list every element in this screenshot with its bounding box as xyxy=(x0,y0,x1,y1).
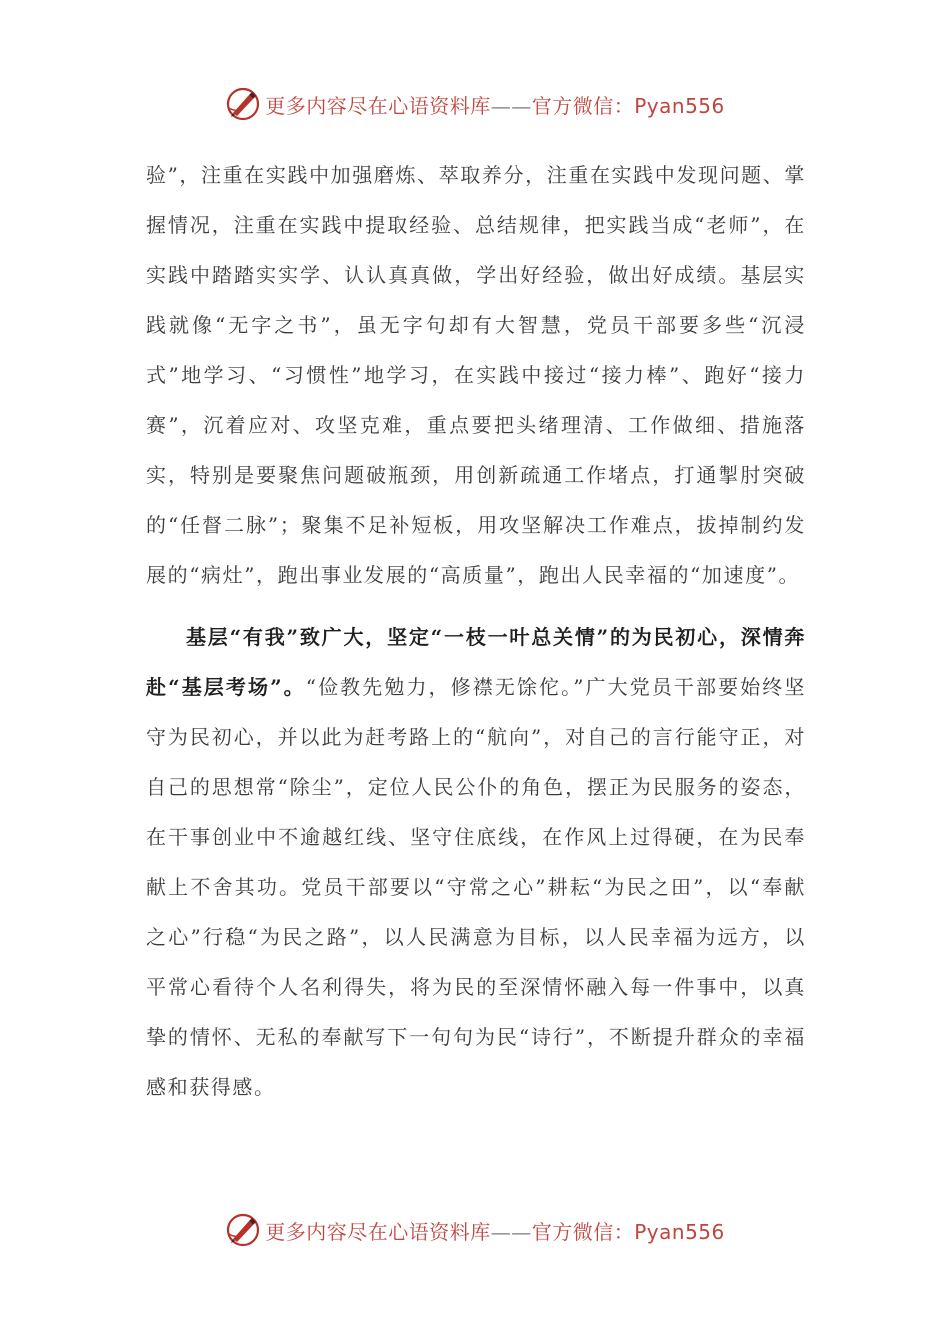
banner-separator: —— xyxy=(490,1219,532,1244)
banner-text xyxy=(265,90,725,119)
banner-brand: 更多内容尽在心语资料库 xyxy=(265,93,491,118)
paragraph-2-lead: 基层“有我”致广大，坚定“一枝一叶总关情”的为民初心，深情奔赴“基层考场”。 xyxy=(146,625,806,699)
banner-separator: —— xyxy=(490,93,532,118)
banner-text xyxy=(265,1216,725,1245)
banner-wechat-id: Pyan556 xyxy=(634,1219,725,1244)
banner-wechat-label: 官方微信： xyxy=(531,93,635,118)
banner-brand: 更多内容尽在心语资料库 xyxy=(265,1219,491,1244)
footer-banner xyxy=(0,1210,950,1250)
document-body xyxy=(146,150,806,1112)
paragraph-2 xyxy=(146,612,806,1112)
paragraph-2-body: “俭教先勉力，修襟无馀佗。”广大党员干部要始终坚守为民初心，并以此为赶考路上的“航向”，对自己的言行能守正，对自己的思想常“除尘”，定位人民公仆的角色，摆正为民服务的姿态，在干事创业中不逾越红线、坚守住底线，在作风上过得硬，在为民奉献上不舍其功。党员干部要以“守常之心”耕耘“为民之田”，以“奉献之心”行稳“为民之路”，以人民满意为目标，以人民幸福为远方，以平常心看待个人名利得失，将为民的至深情怀融入每一件事中，以真挚的情怀、无私的奉献写下一句句为民“诗行”，不断提升群众的幸福感和获得感。 xyxy=(146,675,806,1099)
pen-logo-icon xyxy=(225,1212,261,1248)
banner-wechat-label: 官方微信： xyxy=(531,1219,635,1244)
pen-logo-icon xyxy=(225,86,261,122)
paragraph-1: 验”，注重在实践中加强磨炼、萃取养分，注重在实践中发现问题、掌握情况，注重在实践中提取经验、总结规律，把实践当成“老师”，在实践中踏踏实实学、认认真真做，学出好经验，做出好成绩。基层实践就像“无字之书”，虽无字句却有大智慧，党员干部要多些“沉浸式”地学习、“习惯性”地学习，在实践中接过“接力棒”、跑好“接力赛”，沉着应对、攻坚克难，重点要把头绪理清、工作做细、措施落实，特别是要聚焦问题破瓶颈，用创新疏通工作堵点，打通掣肘突破的“任督二脉”；聚集不足补短板，用攻坚解决工作难点，拔掉制约发展的“病灶”，跑出事业发展的“高质量”，跑出人民幸福的“加速度”。 xyxy=(146,163,806,587)
header-banner xyxy=(0,84,950,124)
banner-wechat-id: Pyan556 xyxy=(634,93,725,118)
